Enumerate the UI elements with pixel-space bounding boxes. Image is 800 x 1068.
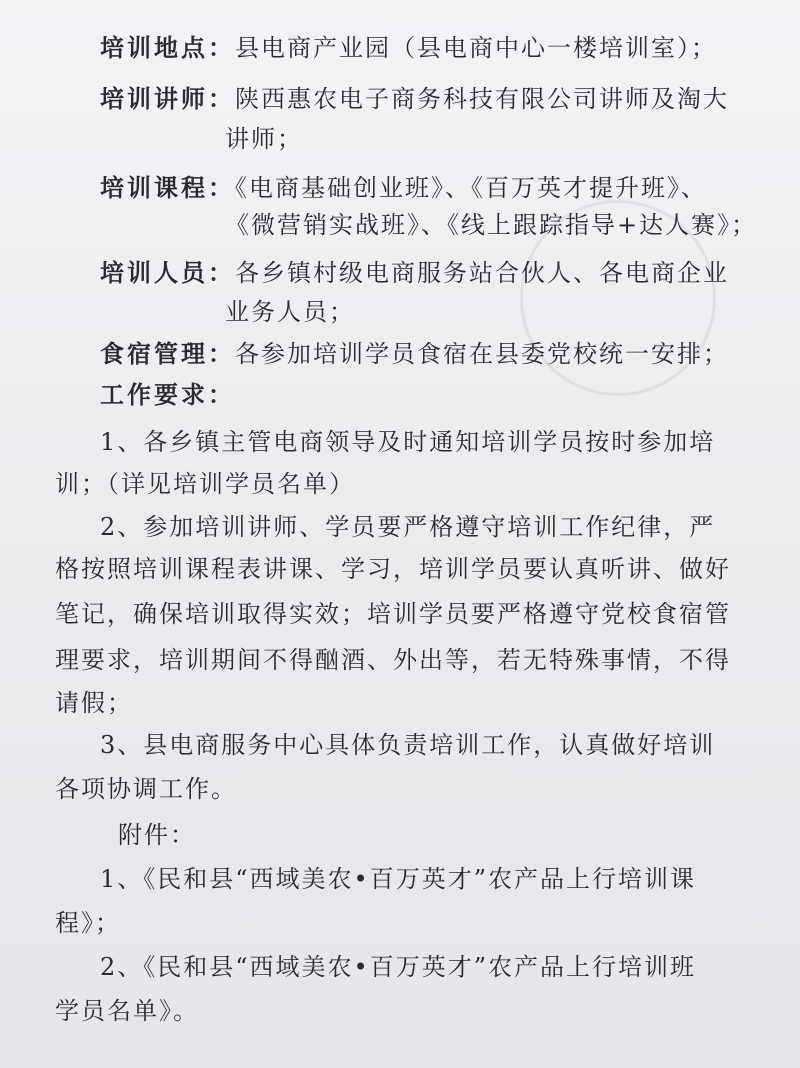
location-label: 培训地点： xyxy=(100,33,235,62)
requirements-heading: 工作要求： xyxy=(100,380,235,409)
attachment-1-line2: 程》； xyxy=(55,909,121,937)
requirement-2-line4: 理要求，培训期间不得酗酒、外出等，若无特殊事情，不得 xyxy=(55,646,731,674)
trainees-value-line1: 各乡镇村级电商服务站合伙人、各电商企业 xyxy=(235,259,729,287)
attachments-heading: 附件： xyxy=(118,821,196,849)
requirement-1-line2: 训；（详见培训学员名单） xyxy=(55,470,355,498)
requirement-2-line2: 格按照培训课程表讲课、学习，培训学员要认真听讲、做好 xyxy=(55,555,731,583)
trainees-label: 培训人员： xyxy=(100,258,235,287)
location-row xyxy=(100,31,717,65)
requirement-3-line1: 3、县电商服务中心具体负责培训工作，认真做好培训 xyxy=(100,731,716,759)
attachment-1-line1: 1、《民和县“西域美农•百万英才”农产品上行培训课 xyxy=(100,865,696,893)
courses-value-line1: 《电商基础创业班》、《百万英才提升班》、 xyxy=(235,174,707,202)
attachment-2-line1: 2、《民和县“西域美农•百万英才”农产品上行培训班 xyxy=(100,953,696,981)
requirement-1-line1: 1、各乡镇主管电商领导及时通知培训学员按时参加培 xyxy=(100,428,716,456)
instructor-value-line1: 陕西惠农电子商务科技有限公司讲师及淘大 xyxy=(235,85,729,113)
courses-row xyxy=(100,171,707,205)
trainees-value-line2: 业务人员； xyxy=(225,298,355,326)
instructor-row xyxy=(100,82,729,116)
courses-label: 培训课程： xyxy=(100,173,235,202)
instructor-label: 培训讲师： xyxy=(100,84,235,113)
location-value: 县电商产业园（县电商中心一楼培训室）； xyxy=(235,34,717,62)
requirement-2-line1: 2、参加培训讲师、学员要严格遵守培训工作纪律，严 xyxy=(100,513,716,541)
lodging-row xyxy=(100,337,729,371)
lodging-label: 食宿管理： xyxy=(100,339,235,368)
courses-value-line2: 《微营销实战班》、《线上跟踪指导+达人赛》； xyxy=(225,211,758,239)
requirement-3-line2: 各项协调工作。 xyxy=(55,775,237,803)
lodging-value: 各参加培训学员食宿在县委党校统一安排； xyxy=(235,340,729,368)
instructor-value-line2: 讲师； xyxy=(225,125,303,153)
requirement-2-line5: 请假； xyxy=(55,689,133,717)
requirement-2-line3: 笔记，确保培训取得实效；培训学员要严格遵守党校食宿管 xyxy=(55,600,731,628)
attachment-2-line2: 学员名单》。 xyxy=(55,997,199,1025)
trainees-row xyxy=(100,256,729,290)
